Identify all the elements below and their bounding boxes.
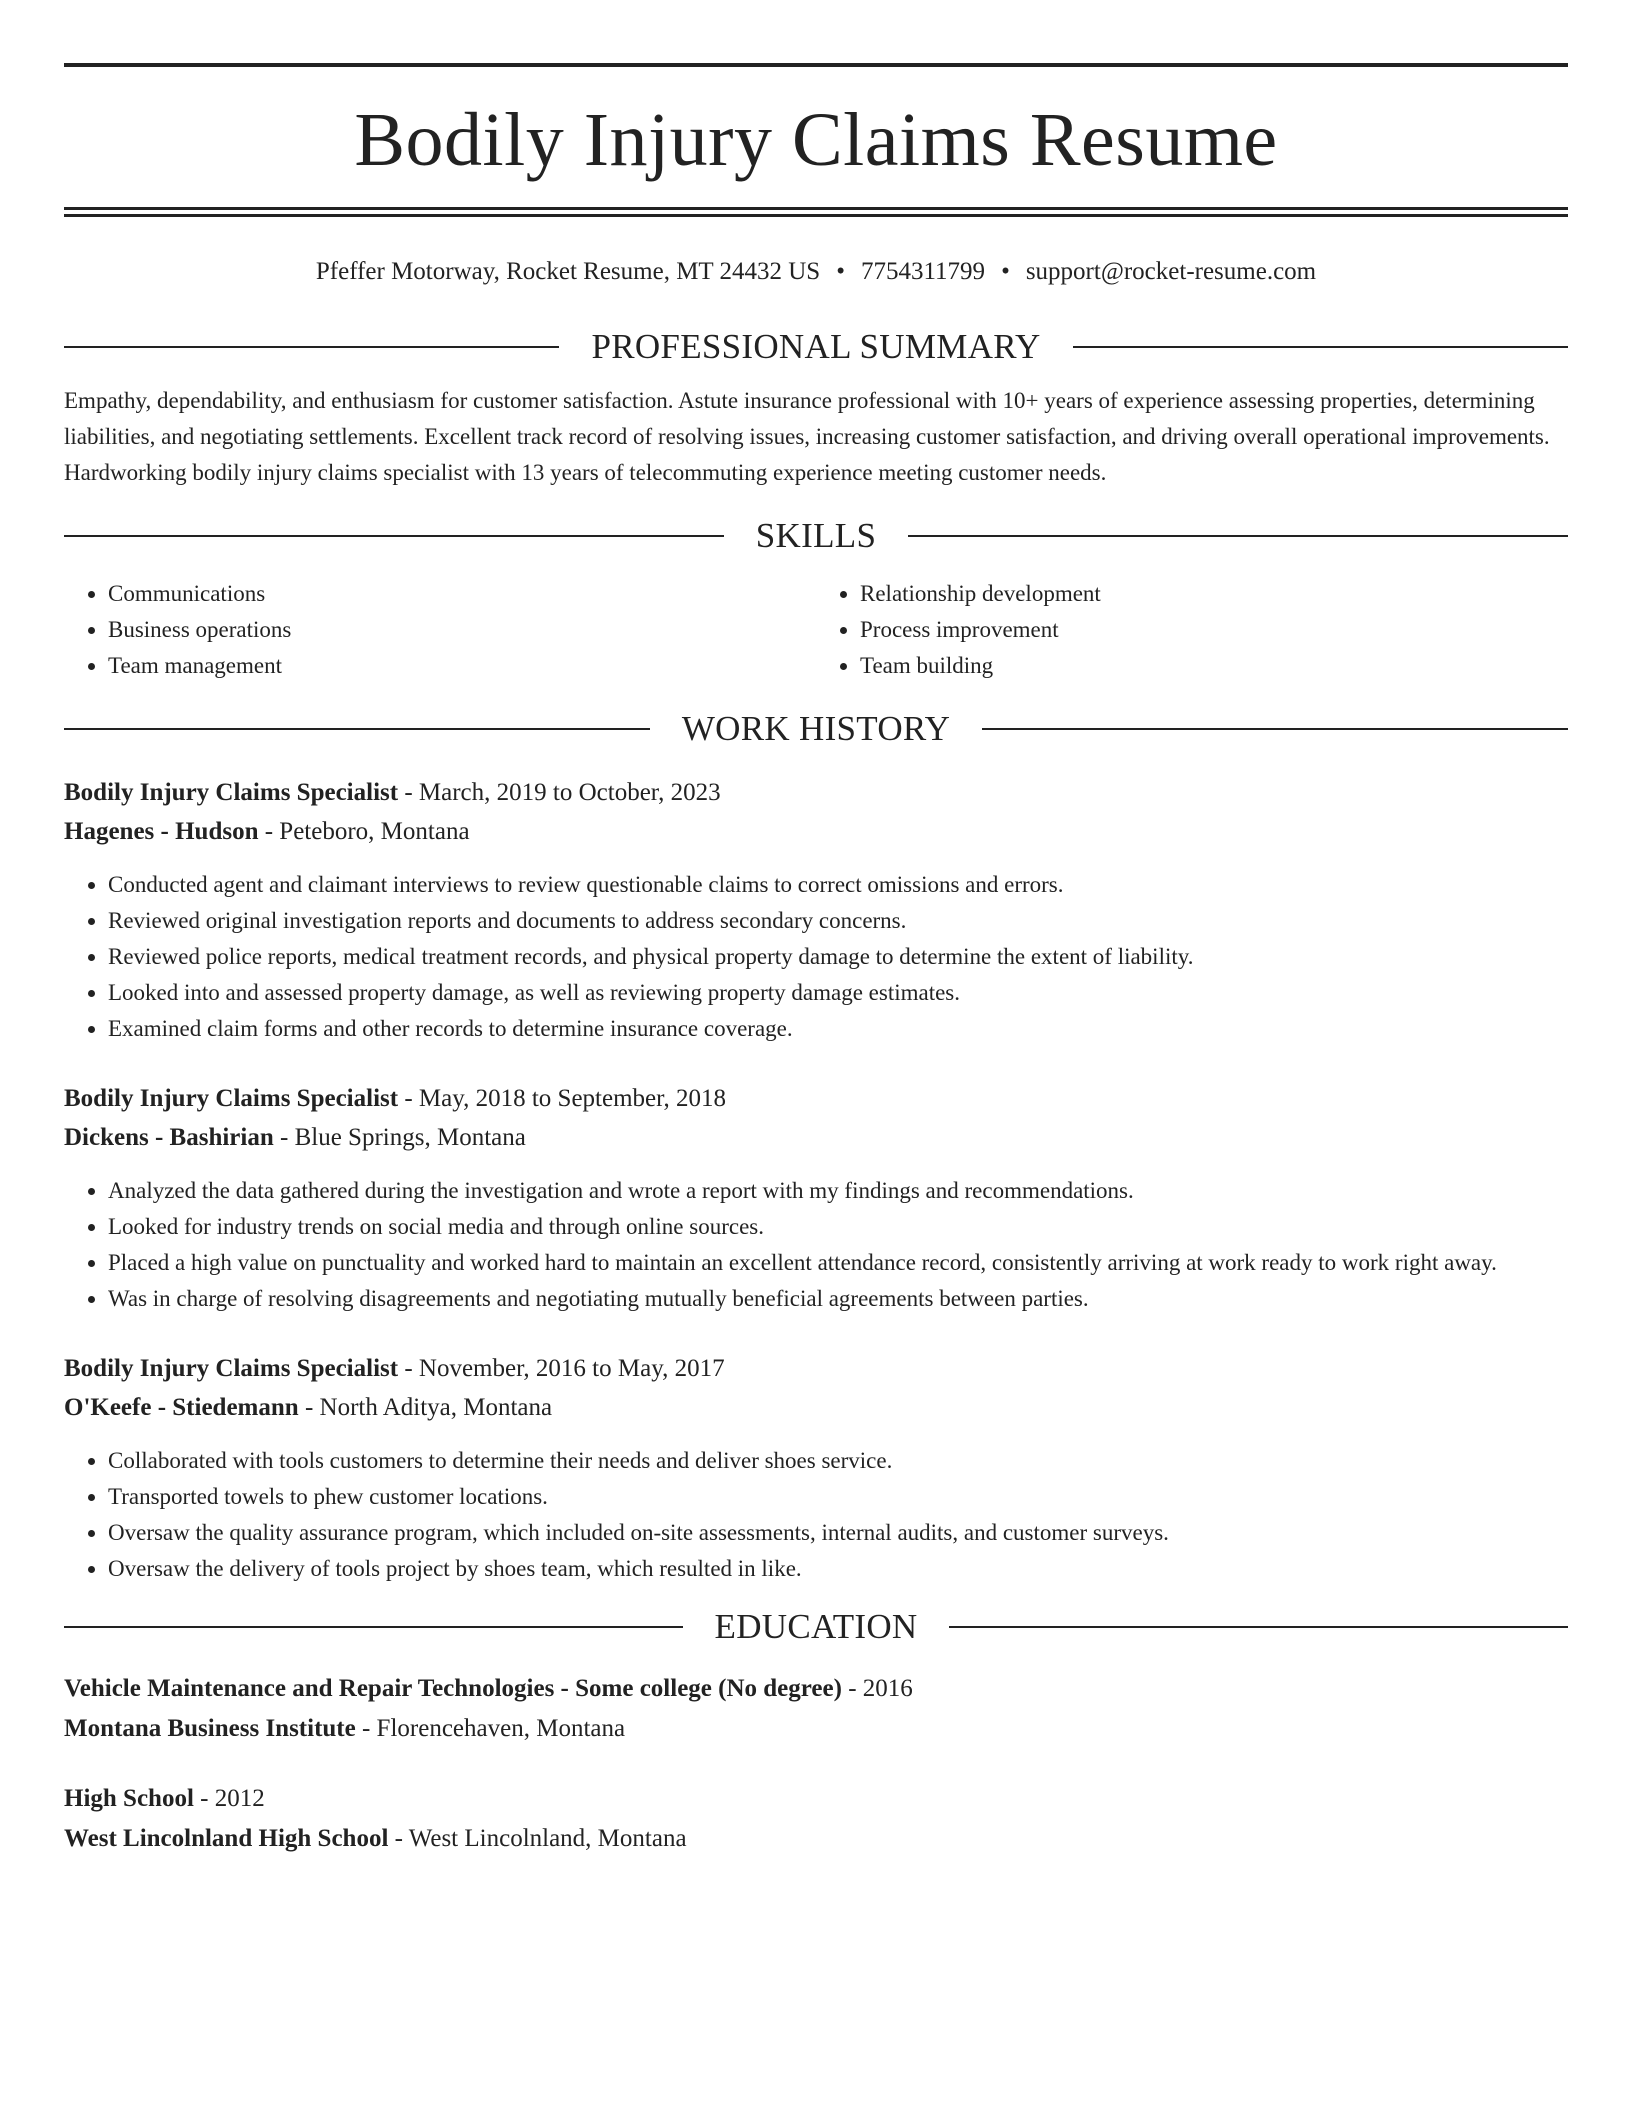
job-bullet: • Collaborated with tools customers to determine their needs and deliver shoes service.	[108, 1443, 1568, 1479]
job-bullets	[64, 1443, 1568, 1587]
job-company-line	[64, 1118, 1568, 1157]
contact-separator: •	[1001, 258, 1010, 285]
summary-heading	[64, 327, 1568, 367]
heading-rule-right	[982, 728, 1568, 730]
skills-heading-label: SKILLS	[755, 516, 877, 555]
education-location: - West Lincolnland, Montana	[388, 1825, 687, 1852]
title-double-rule	[64, 207, 1568, 217]
job-bullet: • Oversaw the delivery of tools project by shoes team, which resulted in like.	[108, 1551, 1568, 1587]
education-degree: High School	[64, 1785, 194, 1812]
education-school-line	[64, 1709, 1568, 1749]
skill-item: • Team management	[108, 648, 816, 684]
heading-rule-left	[64, 535, 724, 537]
resume-page	[64, 63, 1568, 1859]
job-company: Hagenes - Hudson	[64, 818, 259, 845]
skill-item: • Relationship development	[860, 576, 1568, 612]
education-entry	[64, 1779, 1568, 1859]
job-company: Dickens - Bashirian	[64, 1124, 274, 1151]
job-company-line	[64, 1388, 1568, 1427]
education-year: - 2016	[841, 1675, 913, 1702]
job-bullets	[64, 1173, 1568, 1317]
resume-title: Bodily Injury Claims Resume	[354, 98, 1278, 182]
skills-list	[64, 576, 1568, 684]
education-year: - 2012	[193, 1785, 265, 1812]
job-title: Bodily Injury Claims Specialist	[64, 1355, 399, 1382]
job-dates: - November, 2016 to May, 2017	[398, 1355, 725, 1382]
job-bullets	[64, 867, 1568, 1047]
education-heading-label: EDUCATION	[714, 1607, 918, 1646]
education-degree-line	[64, 1669, 1568, 1709]
job-title-line	[64, 773, 1568, 812]
education-location: - Florencehaven, Montana	[355, 1715, 626, 1742]
skill-item: • Communications	[108, 576, 816, 612]
job-title-line	[64, 1349, 1568, 1388]
top-rule	[64, 63, 1568, 67]
education-heading	[64, 1607, 1568, 1647]
heading-rule-left	[64, 1626, 683, 1628]
job-bullet: • Examined claim forms and other records to determine insurance coverage.	[108, 1011, 1568, 1047]
education-school: Montana Business Institute	[64, 1715, 356, 1742]
job-dates: - March, 2019 to October, 2023	[398, 779, 721, 806]
heading-rule-left	[64, 728, 650, 730]
job-entry	[64, 1349, 1568, 1587]
education-degree: Vehicle Maintenance and Repair Technologies - Some college (No degree)	[64, 1675, 842, 1702]
job-bullet: • Analyzed the data gathered during the investigation and wrote a report with my findings and recommendations.	[108, 1173, 1568, 1209]
heading-rule-left	[64, 346, 559, 348]
job-bullet: • Transported towels to phew customer locations.	[108, 1479, 1568, 1515]
job-bullet: • Reviewed police reports, medical treatment records, and physical property damage to determine the extent of liability.	[108, 939, 1568, 975]
job-entry	[64, 773, 1568, 1047]
education-school: West Lincolnland High School	[64, 1825, 389, 1852]
education-school-line	[64, 1819, 1568, 1859]
job-dates: - May, 2018 to September, 2018	[398, 1085, 726, 1112]
skill-item: • Process improvement	[860, 612, 1568, 648]
summary-heading-label: PROFESSIONAL SUMMARY	[591, 327, 1041, 366]
job-bullet: • Conducted agent and claimant interviews to review questionable claims to correct omissions and errors.	[108, 867, 1568, 903]
summary-text: Empathy, dependability, and enthusiasm for customer satisfaction. Astute insurance professional with 10+ years of experience assessing properties, determining liabilities, and negotiating settlements. Excellent track record of resolving issues, increasing customer satisfaction, and driving overall operational improvements. Hardworking bodily injury claims specialist with 13 years of telecommuting experience meeting customer needs.	[64, 388, 1550, 485]
job-bullet: • Looked into and assessed property damage, as well as reviewing property damage estimates.	[108, 975, 1568, 1011]
work-heading-label: WORK HISTORY	[681, 709, 951, 748]
job-bullet: • Reviewed original investigation reports and documents to address secondary concerns.	[108, 903, 1568, 939]
heading-rule-right	[1073, 346, 1568, 348]
work-heading	[64, 709, 1568, 749]
job-location: - Blue Springs, Montana	[273, 1124, 526, 1151]
job-company: O'Keefe - Stiedemann	[64, 1394, 299, 1421]
skills-column-left	[64, 576, 816, 684]
job-title: Bodily Injury Claims Specialist	[64, 779, 399, 806]
skill-item: • Team building	[860, 648, 1568, 684]
job-location: - North Aditya, Montana	[298, 1394, 553, 1421]
heading-rule-right	[908, 535, 1568, 537]
contact-email: support@rocket-resume.com	[1025, 258, 1317, 285]
contact-line	[64, 254, 1568, 290]
heading-rule-right	[949, 1626, 1568, 1628]
contact-separator: •	[836, 258, 845, 285]
job-bullet: • Oversaw the quality assurance program, which included on-site assessments, internal audits, and customer surveys.	[108, 1515, 1568, 1551]
skills-column-right	[816, 576, 1568, 684]
job-title: Bodily Injury Claims Specialist	[64, 1085, 399, 1112]
job-bullet: • Looked for industry trends on social media and through online sources.	[108, 1209, 1568, 1245]
job-location: - Peteboro, Montana	[258, 818, 470, 845]
job-bullet: • Placed a high value on punctuality and worked hard to maintain an excellent attendance record, consistently arriving at work ready to work right away.	[108, 1245, 1568, 1281]
education-entry	[64, 1669, 1568, 1749]
job-bullet: • Was in charge of resolving disagreements and negotiating mutually beneficial agreements between parties.	[108, 1281, 1568, 1317]
skills-heading	[64, 516, 1568, 556]
contact-phone: 7754311799	[860, 258, 986, 285]
job-title-line	[64, 1079, 1568, 1118]
education-degree-line	[64, 1779, 1568, 1819]
skill-item: • Business operations	[108, 612, 816, 648]
job-company-line	[64, 812, 1568, 851]
job-entry	[64, 1079, 1568, 1317]
contact-address: Pfeffer Motorway, Rocket Resume, MT 24432 US	[315, 258, 821, 285]
